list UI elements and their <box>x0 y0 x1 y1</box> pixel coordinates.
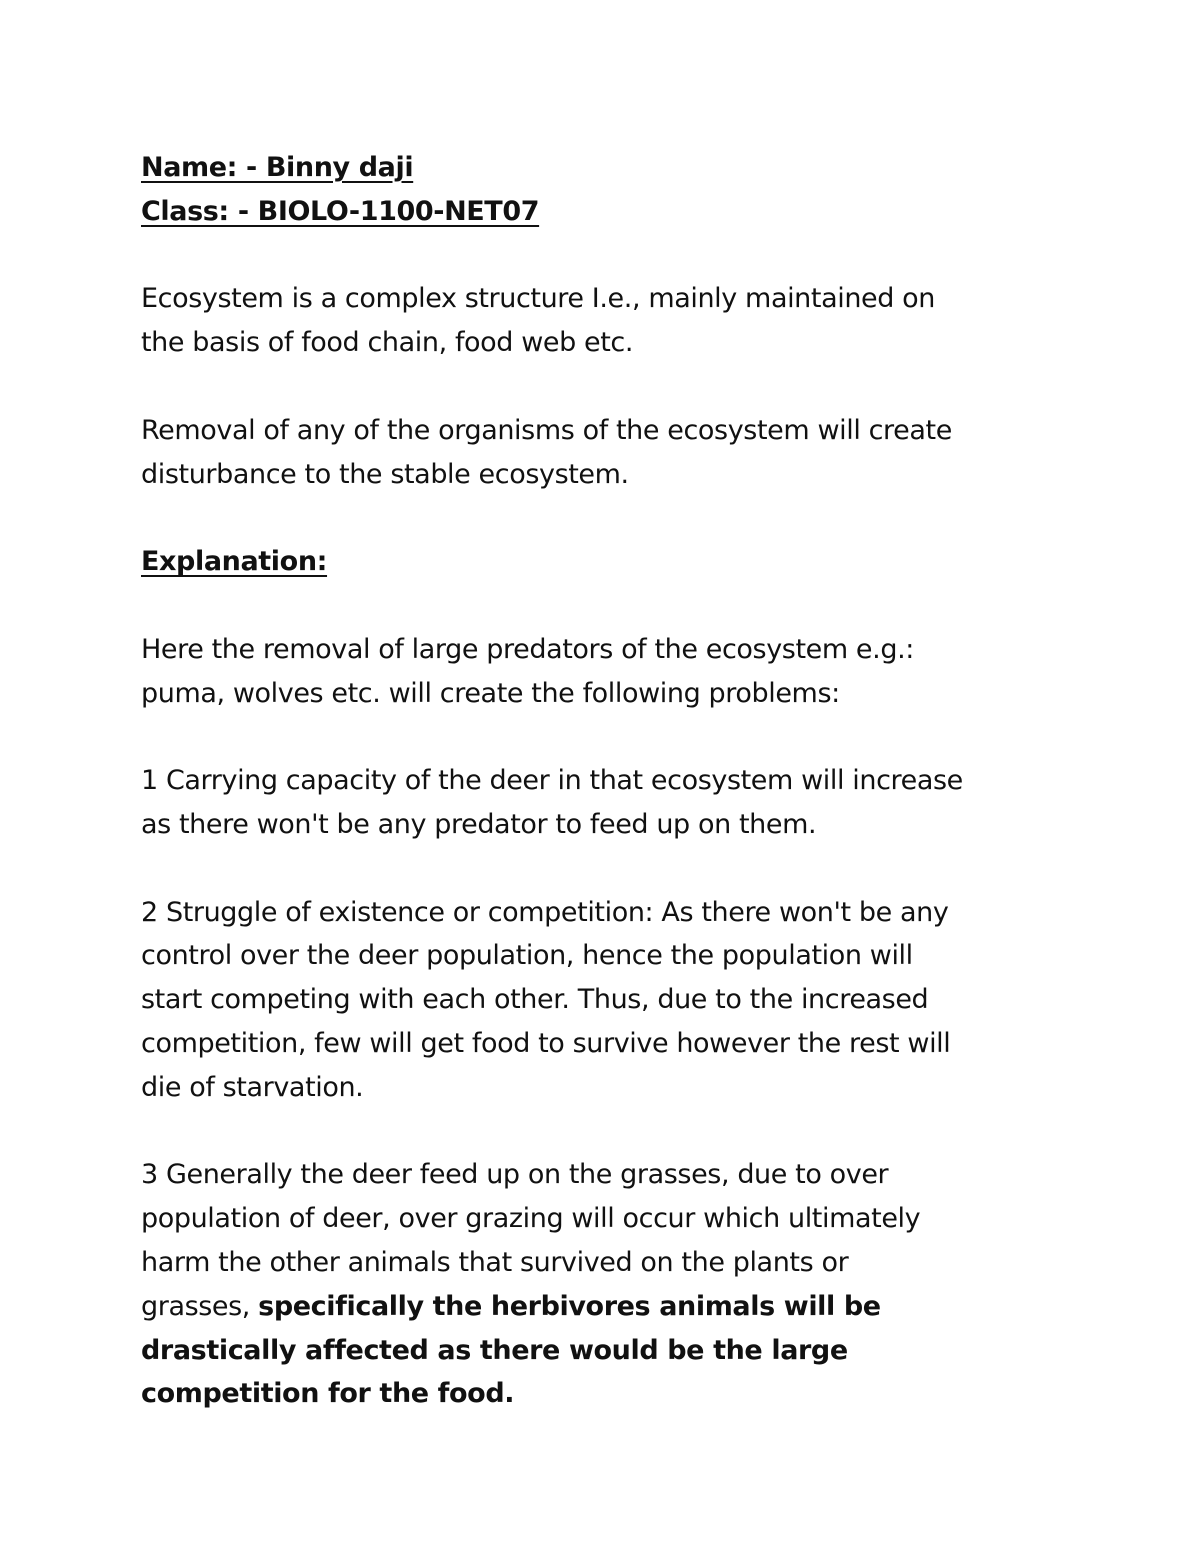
point-1-line-2: as there won't be any predator to feed up on them. <box>141 808 817 840</box>
paragraph-spacer <box>141 496 1081 540</box>
explanation-lead-line-1: Here the removal of large predators of the ecosystem e.g.: <box>141 633 914 665</box>
intro-paragraph-1-line-2: the basis of food chain, food web etc. <box>141 327 634 359</box>
paragraph-spacer <box>141 847 1081 891</box>
point-3-line-3: harm the other animals that survived on the plants or <box>141 1246 849 1278</box>
paragraph-spacer <box>141 234 1081 278</box>
point-3-line-4 <box>141 1285 1081 1329</box>
student-name: Name: - Binny daji <box>141 152 414 183</box>
intro-paragraph-2-line-1: Removal of any of the organisms of the ecosystem will create <box>141 414 952 446</box>
point-1-line-1: 1 Carrying capacity of the deer in that ecosystem will increase <box>141 765 963 797</box>
paragraph-spacer <box>141 715 1081 759</box>
point-3-line-2: population of deer, over grazing will occur which ultimately <box>141 1203 921 1235</box>
paragraph-spacer <box>141 584 1081 628</box>
point-2-line-3: start competing with each other. Thus, due to the increased <box>141 984 929 1016</box>
paragraph-spacer <box>141 365 1081 409</box>
paragraph-spacer <box>141 1110 1081 1154</box>
intro-paragraph-1-line-1: Ecosystem is a complex structure I.e., mainly maintained on <box>141 283 936 315</box>
point-3-line-4-bold: specifically the herbivores animals will be <box>258 1290 881 1322</box>
intro-paragraph-2-line-2: disturbance to the stable ecosystem. <box>141 458 629 490</box>
point-2-line-1: 2 Struggle of existence or competition: As there won't be any <box>141 896 949 928</box>
point-2-line-4: competition, few will get food to survive however the rest will <box>141 1027 951 1059</box>
point-3-line-1: 3 Generally the deer feed up on the grasses, due to over <box>141 1159 889 1191</box>
document-body <box>141 146 1081 1416</box>
point-3-line-5: drastically affected as there would be the large <box>141 1334 848 1366</box>
explanation-heading: Explanation: <box>141 546 328 578</box>
point-2-line-5: die of starvation. <box>141 1071 364 1103</box>
class-code: Class: - BIOLO-1100-NET07 <box>141 195 540 227</box>
explanation-lead-line-2: puma, wolves etc. will create the following problems: <box>141 677 840 709</box>
point-2-line-2: control over the deer population, hence the population will <box>141 940 913 972</box>
point-3-line-6: competition for the food. <box>141 1378 515 1410</box>
point-3-line-4-plain: grasses, <box>141 1290 259 1322</box>
